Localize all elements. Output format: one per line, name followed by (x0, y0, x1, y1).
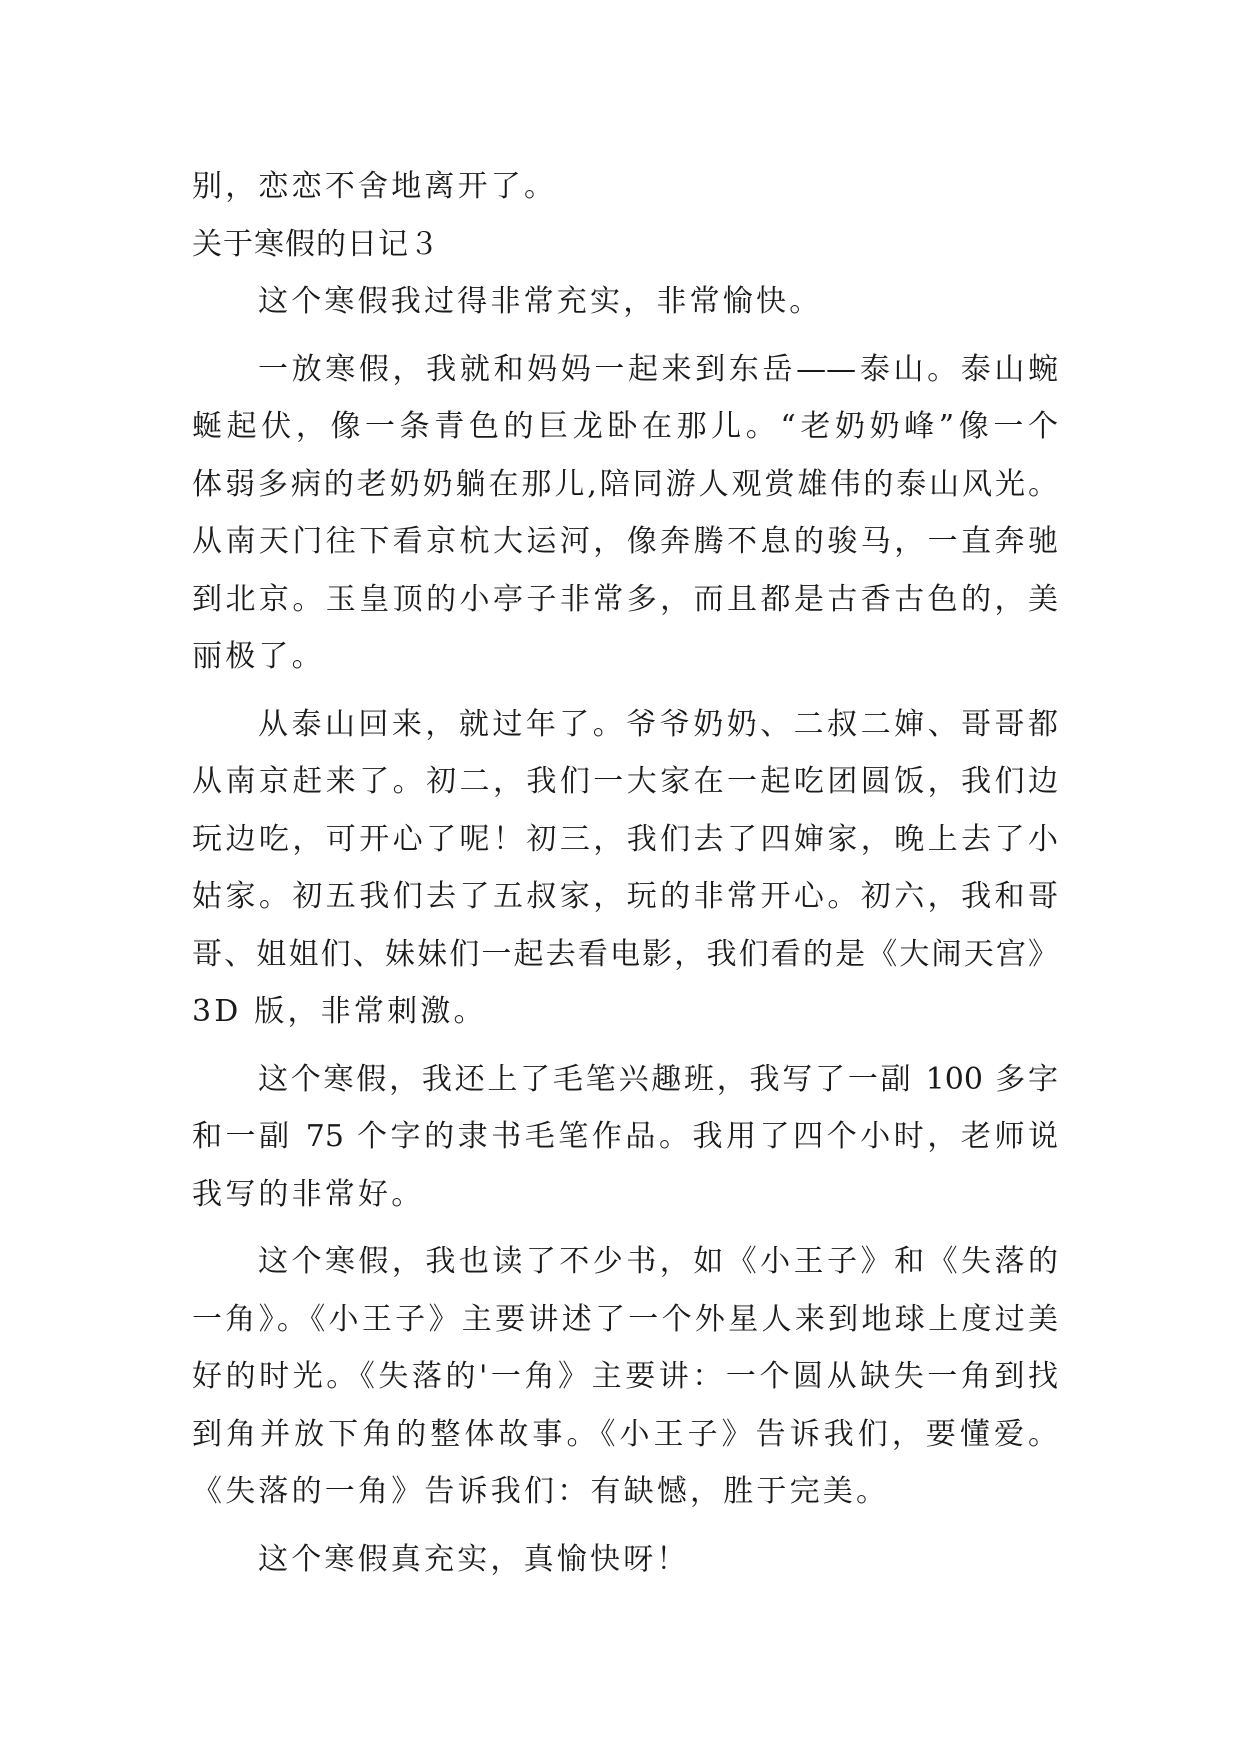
paragraph-5 (192, 1233, 1058, 1521)
continuation-line: 别，恋恋不舍地离开了。 (192, 169, 558, 204)
diary-title: 关于寒假的日记３ (192, 226, 440, 262)
paragraph-line: 哥、姐姐们、妹妹们一起去看电影，我们看的是《大闹天宫》 (192, 936, 1058, 972)
paragraph-4 (192, 1051, 1058, 1224)
paragraph-line: 《失落的一角》告诉我们：有缺憾，胜于完美。 (192, 1474, 890, 1509)
paragraph-line: 和一副 75 个字的隶书毛笔作品。我用了四个小时，老师说 (192, 1119, 1058, 1154)
paragraph-line: 这个寒假我过得非常充实，非常愉快。 (258, 284, 823, 319)
paragraph-line: 这个寒假真充实，真愉快呀！ (258, 1541, 690, 1577)
paragraph-line: 我写的非常好。 (192, 1176, 425, 1212)
paragraph-3 (192, 696, 1058, 1041)
paragraph-line: 体弱多病的老奶奶躺在那儿,陪同游人观赏雄伟的泰山风光。 (192, 466, 1058, 502)
paragraph-line: 3D 版，非常刺激。 (192, 994, 487, 1029)
paragraph-line: 这个寒假，我也读了不少书，如《小王子》和《失落的 (258, 1244, 1058, 1279)
paragraph-line: 姑家。初五我们去了五叔家，玩的非常开心。初六，我和哥 (192, 879, 1058, 914)
paragraph-line: 蜒起伏，像一条青色的巨龙卧在那儿。“老奶奶峰”像一个 (192, 409, 1058, 444)
paragraph-line: 到北京。玉皇顶的小亭子非常多，而且都是古香古色的，美 (192, 581, 1058, 617)
paragraph-line: 玩边吃，可开心了呢！初三，我们去了四婶家，晚上去了小 (192, 821, 1058, 857)
paragraph-line: 丽极了。 (192, 639, 325, 674)
paragraph-line: 好的时光。《失落的'一角》主要讲：一个圆从缺失一角到找 (192, 1359, 1058, 1394)
paragraph-line: 一放寒假，我就和妈妈一起来到东岳——泰山。泰山蜿 (258, 351, 1058, 387)
paragraph-2 (192, 341, 1058, 686)
paragraph-1 (192, 273, 1058, 331)
paragraph-line: 从泰山回来，就过年了。爷爷奶奶、二叔二婶、哥哥都 (258, 706, 1058, 742)
paragraph-line: 这个寒假，我还上了毛笔兴趣班，我写了一副 100 多字 (258, 1061, 1058, 1097)
paragraph-line: 从南京赶来了。初二，我们一大家在一起吃团圆饭，我们边 (192, 764, 1058, 799)
paragraph-6 (192, 1531, 1058, 1589)
paragraph-line: 到角并放下角的整体故事。《小王子》告诉我们，要懂爱。 (192, 1416, 1058, 1452)
paragraph-line: 从南天门往下看京杭大运河，像奔腾不息的骏马，一直奔驰 (192, 524, 1058, 559)
document-page (192, 158, 1058, 1588)
paragraph-line: 一角》。《小王子》主要讲述了一个外星人来到地球上度过美 (192, 1301, 1058, 1337)
